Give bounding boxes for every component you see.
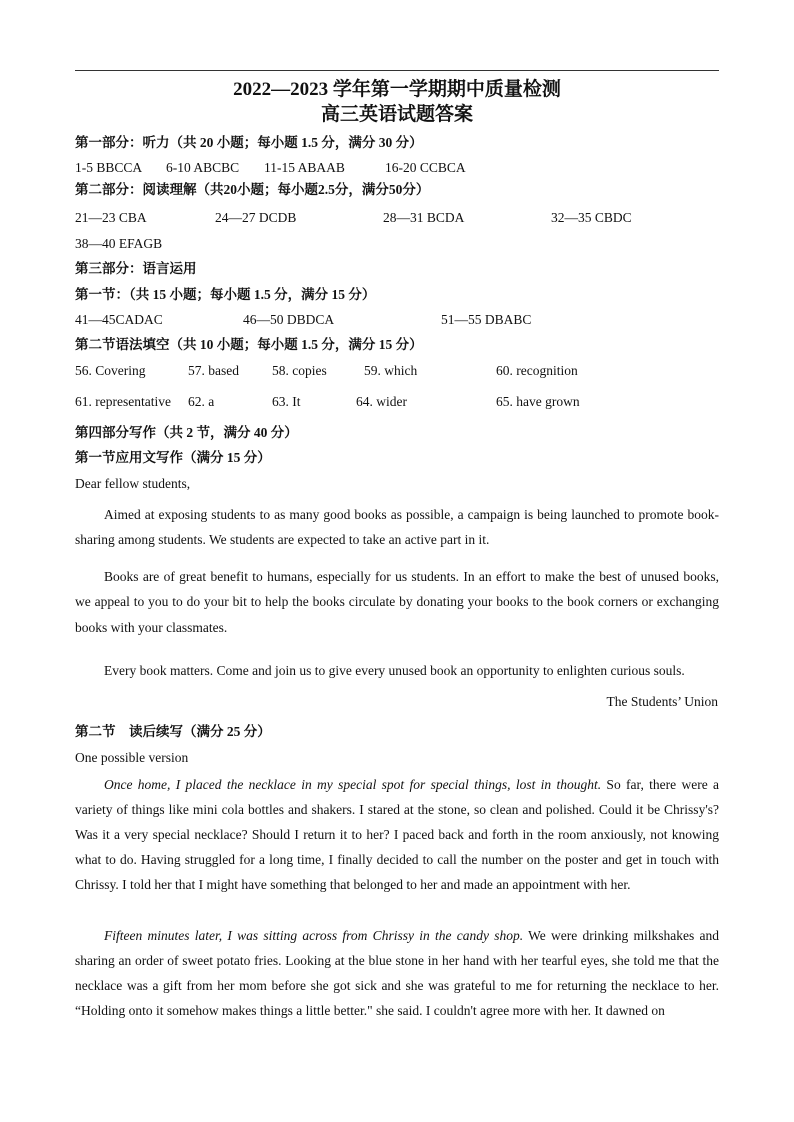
answer-group: 6-10 ABCBC <box>166 160 240 175</box>
part3-section1-heading: 第一节：（共 15 小题；每小题 1.5 分，满分 15 分） <box>75 287 376 302</box>
part3-section2-heading: 第二节语法填空（共 10 小题；每小题 1.5 分，满分 15 分） <box>75 337 423 352</box>
answer-group: 46—50 DBDCA <box>243 312 335 327</box>
letter-salutation: Dear fellow students, <box>75 476 191 491</box>
part4-heading: 第四部分写作（共 2 节，满分 40 分） <box>75 425 298 440</box>
answer-group: 41—45CADAC <box>75 312 163 327</box>
story-lead: Once home, I placed the necklace in my special spot for special things, lost in thought. <box>104 777 602 792</box>
grammar-answer: 64. wider <box>356 394 407 409</box>
story-lead: Fifteen minutes later, I was sitting across from Chrissy in the candy shop. <box>104 928 524 943</box>
grammar-answer: 58. copies <box>272 363 327 378</box>
answer-group: 11-15 ABAAB <box>264 160 345 175</box>
answer-group: 24—27 DCDB <box>215 210 297 225</box>
part2-heading: 第二部分：阅读理解（共20小题；每小题2.5分，满分50分） <box>75 182 430 197</box>
grammar-answer: 60. recognition <box>496 363 578 378</box>
answer-group: 16-20 CCBCA <box>385 160 466 175</box>
story-paragraph <box>75 923 719 1023</box>
answer-group: 51—55 DBABC <box>441 312 532 327</box>
grammar-answer: 56. Covering <box>75 363 146 378</box>
document-title: 2022—2023 学年第一学期期中质量检测 <box>233 79 561 100</box>
part3-heading: 第三部分：语言运用 <box>75 261 197 276</box>
document-subtitle: 高三英语试题答案 <box>320 104 473 125</box>
answer-group: 21—23 CBA <box>75 210 147 225</box>
story-body: We were drinking milkshakes and sharing an order of sweet potato fries. Looking at the blue stone in her hand with her tearful eyes, she told me that the necklace was a gift from her mom before she got sick and she was grateful to me for returning the necklace to her. “Holding onto it somehow makes things a little better." she said. I couldn't agree more with her. It dawned on <box>75 928 720 1019</box>
story-body: So far, there were a variety of things like mini cola bottles and shakers. I stared at the stone, so clean and polished. Could it be Chrissy's? Was it a very special necklace? Should I return it to her? I paced back and forth in the room anxiously, not knowing what to do. Having struggled for a long time, I finally decided to call the number on the poster and get in touch with Chrissy. I told her that I might have something that belonged to her and made an appointment with her. <box>75 777 719 893</box>
part4-section1-heading: 第一节应用文写作（满分 15 分） <box>75 450 271 465</box>
grammar-answer: 62. a <box>188 394 215 409</box>
grammar-answer: 65. have grown <box>496 394 580 409</box>
letter-signature: The Students’ Union <box>606 694 718 709</box>
answer-group: 1-5 BBCCA <box>75 160 143 175</box>
part4-section2-heading: 第二节 读后续写（满分 25 分） <box>75 724 271 739</box>
letter-paragraph: Every book matters. Come and join us to give every unused book an opportunity to enlighten curious souls. <box>104 663 685 678</box>
answer-group: 32—35 CBDC <box>551 210 632 225</box>
letter-paragraph: Aimed at exposing students to as many good books as possible, a campaign is being launched to promote book-sharing among students. We students are expected to take an active part in it. <box>75 507 719 548</box>
part1-heading: 第一部分：听力（共 20 小题；每小题 1.5 分，满分 30 分） <box>75 135 423 150</box>
story-paragraph <box>75 772 719 897</box>
top-rule <box>75 70 719 71</box>
grammar-answer: 61. representative <box>75 394 171 409</box>
version-label: One possible version <box>75 750 189 765</box>
answer-group: 28—31 BCDA <box>383 210 465 225</box>
grammar-answer: 57. based <box>188 363 239 378</box>
answer-group: 38—40 EFAGB <box>75 236 163 251</box>
grammar-answer: 59. which <box>364 363 418 378</box>
letter-paragraph: Books are of great benefit to humans, especially for us students. In an effort to make the best of unused books, we appeal to you to do your bit to help the books circulate by donating your books to the book corners or exchanging books with your classmates. <box>75 569 719 635</box>
grammar-answer: 63. It <box>272 394 301 409</box>
